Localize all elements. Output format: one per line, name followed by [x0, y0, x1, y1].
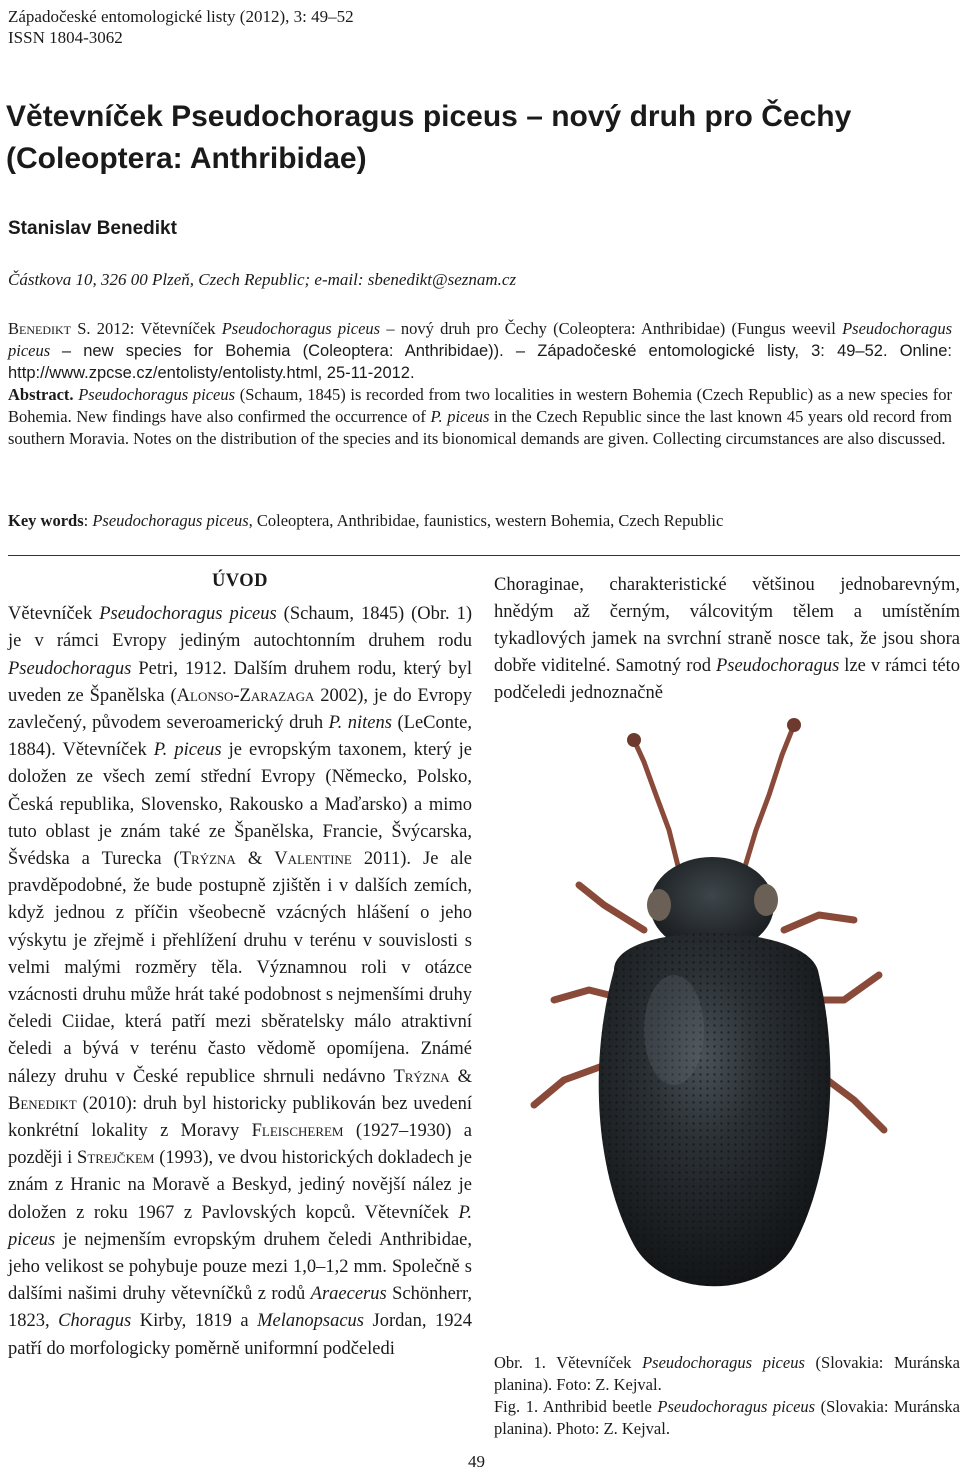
citation-title-en: – new species for Bohemia (Coleoptera: Anthribidae)). – Západočeské entomologické listy, 3: 49–52. Online: http://www.zpcse.cz/entolisty/entolisty.html, 25-11-2012. [8, 342, 953, 382]
author-address: Částkova 10, 326 00 Plzeň, Czech Republic; e-mail: sbenedikt@seznam.cz [8, 270, 517, 289]
citation-taxon-en: Pseudochoragus piceus [8, 319, 953, 360]
citation-abstract-block [8, 318, 952, 450]
citation-author: Benedikt S. [8, 319, 91, 338]
page-number: 49 [468, 1452, 485, 1471]
keywords-rest: , Coleoptera, Anthribidae, faunistics, western Bohemia, Czech Republic [248, 511, 724, 530]
right-paragraph: Choraginae, charakteristické většinou jednobarevným, hnědým až černým, válcovitým tělem a umístěním tykadlových jamek na svrchní straně nosce tak, že jsou shora dobře viditelné. Samotný rod Pseudochoragus lze v rámci této podčeledi jednoznačně [494, 575, 960, 703]
issn-line: ISSN 1804-3062 [8, 28, 123, 47]
journal-header [8, 6, 354, 48]
antenna-right [744, 725, 794, 870]
abstract-label: Abstract. [8, 385, 74, 404]
abstract-taxon-2: P. piceus [430, 407, 490, 426]
keywords-line: Key words: Pseudochoragus piceus, Coleoptera, Anthribidae, faunistics, western Bohemia, Czech Republic [8, 511, 724, 530]
article-title-text: Větevníček Pseudochoragus piceus – nový druh pro Čechy (Coleoptera: Anthribidae) [6, 100, 852, 175]
section-divider [8, 555, 960, 556]
article-title [6, 96, 946, 180]
keywords-taxon: Pseudochoragus piceus [92, 511, 249, 530]
caption-english: Fig. 1. Anthribid beetle Pseudochoragus piceus (Slovakia: Muránska planina). Photo: Z. Kejval. [494, 1397, 960, 1438]
author-name: Stanislav Benedikt [8, 218, 177, 239]
beetle-photo-illustration [494, 700, 960, 1340]
beetle-figure [494, 700, 960, 1340]
beetle-highlight [644, 975, 704, 1085]
citation-taxon-cz: Pseudochoragus piceus [221, 319, 381, 338]
citation-year: 2012: [96, 319, 135, 338]
beetle-eye-left [647, 889, 671, 921]
beetle-body-texture [599, 933, 831, 1286]
citation-title-cz-end: – nový druh pro Čechy (Coleoptera: Anthribidae) (Fungus weevil [386, 319, 836, 338]
abstract-text-2: in the Czech Republic since the last known 45 years old record from southern Moravia. Notes on the distribution of the species and its bionomical demands are given. Collecting circumstances are also discussed. [8, 407, 952, 448]
abstract-text-1: (Schaum, 1845) is recorded from two localities in western Bohemia (Czech Republic) as a new species for Bohemia. New findings have also confirmed the occurrence of [8, 385, 952, 426]
section-heading-uvod: ÚVOD [211, 571, 269, 591]
abstract-taxon: Pseudochoragus piceus [78, 385, 236, 404]
caption-czech: Obr. 1. Větevníček Pseudochoragus piceus (Slovakia: Muránska planina). Foto: Z. Kejval. [494, 1353, 960, 1394]
right-column-text [494, 572, 960, 707]
left-column [8, 568, 472, 1363]
figure-caption [494, 1352, 960, 1440]
keywords-label: Key words [8, 511, 84, 530]
beetle-eye-right [754, 884, 778, 916]
antenna-club-right [787, 718, 801, 732]
journal-citation-line: Západočeské entomologické listy (2012), 3: 49–52 [8, 7, 354, 26]
citation-title-cz-start: Větevníček [140, 319, 216, 338]
intro-paragraph: Větevníček Pseudochoragus piceus (Schaum, 1845) (Obr. 1) je v rámci Evropy jediným autochtonním druhem rodu Pseudochoragus Petri, 1912. Dalším druhem rodu, který byl uveden ze Španělska (Alonso-Zarazaga 2002), je do Evropy zavlečený, původem severoamerický druh P. nitens (LeConte, 1884). Větevníček P. piceus je evropským taxonem, který je doložen ze všech zemí střední Evropy (Německo, Polsko, Česká republika, Slovensko, Rakousko a Maďarsko) a mimo tuto oblast je znám také ze Španělska, Francie, Švýcarska, Švédska a Turecka (Trýzna & Valentine 2011). Je ale pravděpodobné, že bude postupně zjištěn i v dalších zemích, když jednou z příčin všeobecně vzácných hlášení o jeho výskytu je zřejmě i přehlížení druhu v terénu v souvislosti s velmi malými rozměry těla. Významnou roli v otázce vzácnosti druhu může hrát také podobnost s nejmenšími druhy čeledi Ciidae, která patří mezi sběratelsky málo atraktivní čeledi a bývá v terénu často vědomě opomíjena. Známé nálezy druhu v České republice shrnuli nedávno Trýzna & Benedikt (2010): druh byl historicky publikován bez uvedení konkrétní lokality z Moravy Fleischerem (1927–1930) a později i Strejčkem (1993), ve dvou historických dokladech je znám z Hranic na Moravě a Beskyd, jediný novější nález je doložen z roku 1967 z Pavlovských kopců. Větevníček P. piceus je nejmenším evropským druhem čeledi Anthribidae, jeho velikost se pohybuje pouze mezi 1,0–1,2 mm. Společně s dalšími našimi druhy větevníčků z rodů Araecerus Schönherr, 1823, Choragus Kirby, 1819 a Melanopsacus Jordan, 1924 patří do morfologicky poměrně uniformní podčeledi [8, 604, 473, 1359]
antenna-left [634, 740, 679, 870]
antenna-club-left [627, 733, 641, 747]
